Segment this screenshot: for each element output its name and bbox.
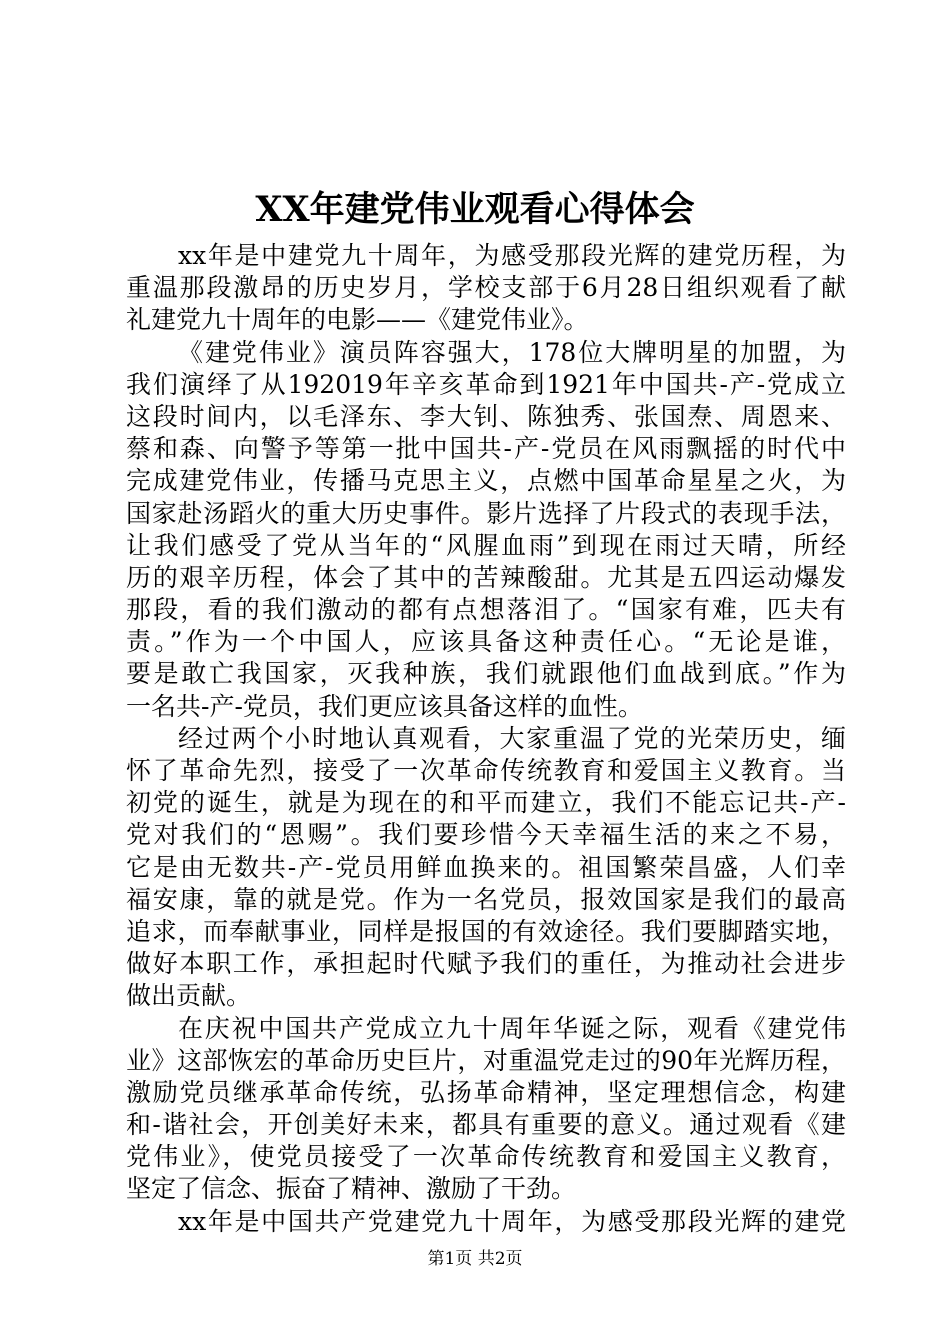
text-line: 坚定了信念、振奋了精神、激励了干劲。: [126, 1174, 577, 1204]
text-line: 我们演绎了从192019年辛亥革命到1921年中国共-产-党成立: [126, 369, 846, 399]
text-line: 做好本职工作，承担起时代赋予我们的重任，为推动社会进步: [126, 949, 846, 979]
text-line: 那段，看的我们激动的都有点想落泪了。“国家有难，匹夫有: [126, 595, 846, 625]
text-line: 它是由无数共-产-党员用鲜血换来的。祖国繁荣昌盛，人们幸: [126, 852, 846, 882]
text-line: 追求，而奉献事业，同样是报国的有效途径。我们要脚踏实地，: [126, 916, 846, 946]
text-line: 怀了革命先烈，接受了一次革命传统教育和爱国主义教育。当: [126, 756, 846, 785]
text-line: 国家赴汤蹈火的重大历史事件。影片选择了片段式的表现手法，: [126, 498, 846, 528]
text-line: 经过两个小时地认真观看，大家重温了党的光荣历史，缅: [178, 723, 846, 753]
text-line: 福安康，靠的就是党。作为一名党员，报效国家是我们的最高: [126, 884, 846, 914]
text-line: 初党的诞生，就是为现在的和平而建立，我们不能忘记共-产-: [126, 788, 846, 818]
document-body: [126, 240, 846, 1238]
text-line: 激励党员继承革命传统，弘扬革命精神，坚定理想信念，构建: [126, 1077, 846, 1107]
document-title: XX年建党伟业观看心得体会: [255, 189, 695, 230]
page-footer: 第1页 共2页: [427, 1249, 523, 1269]
text-line: 重温那段激昂的历史岁月，学校支部于6月28日组织观看了献: [126, 273, 846, 303]
text-line: 在庆祝中国共产党成立九十周年华诞之际，观看《建党伟: [178, 1013, 846, 1043]
text-line: 一名共-产-党员，我们更应该具备这样的血性。: [126, 691, 643, 721]
text-line: 要是敢亡我国家，灭我种族，我们就跟他们血战到底。”作为: [126, 659, 846, 689]
text-line: 让我们感受了党从当年的“风腥血雨”到现在雨过天晴，所经: [126, 530, 846, 560]
text-line: 业》这部恢宏的革命历史巨片，对重温党走过的90年光辉历程，: [126, 1045, 846, 1075]
text-line: 礼建党九十周年的电影——《建党伟业》。: [126, 305, 589, 335]
text-line: 做出贡献。: [126, 981, 252, 1011]
text-line: 这段时间内，以毛泽东、李大钊、陈独秀、张国焘、周恩来、: [126, 401, 846, 431]
text-line: 完成建党伟业，传播马克思主义，点燃中国革命星星之火，为: [126, 466, 846, 496]
text-line: 责。”作为一个中国人，应该具备这种责任心。“无论是谁，: [126, 627, 846, 657]
text-line: xx年是中建党九十周年，为感受那段光辉的建党历程，为: [178, 241, 846, 270]
text-line: xx年是中国共产党建党九十周年，为感受那段光辉的建党: [178, 1206, 846, 1236]
text-line: 蔡和森、向警予等第一批中国共-产-党员在风雨飘摇的时代中: [126, 434, 846, 464]
text-line: 和-谐社会，开创美好未来，都具有重要的意义。通过观看《建: [126, 1110, 846, 1140]
text-line: 《建党伟业》演员阵容强大，178位大牌明星的加盟，为: [178, 337, 846, 367]
text-line: 党对我们的“恩赐”。我们要珍惜今天幸福生活的来之不易，: [126, 820, 846, 850]
text-line: 历的艰辛历程，体会了其中的苦辣酸甜。尤其是五四运动爆发: [126, 562, 846, 592]
text-line: 党伟业》，使党员接受了一次革命传统教育和爱国主义教育，: [126, 1142, 846, 1172]
